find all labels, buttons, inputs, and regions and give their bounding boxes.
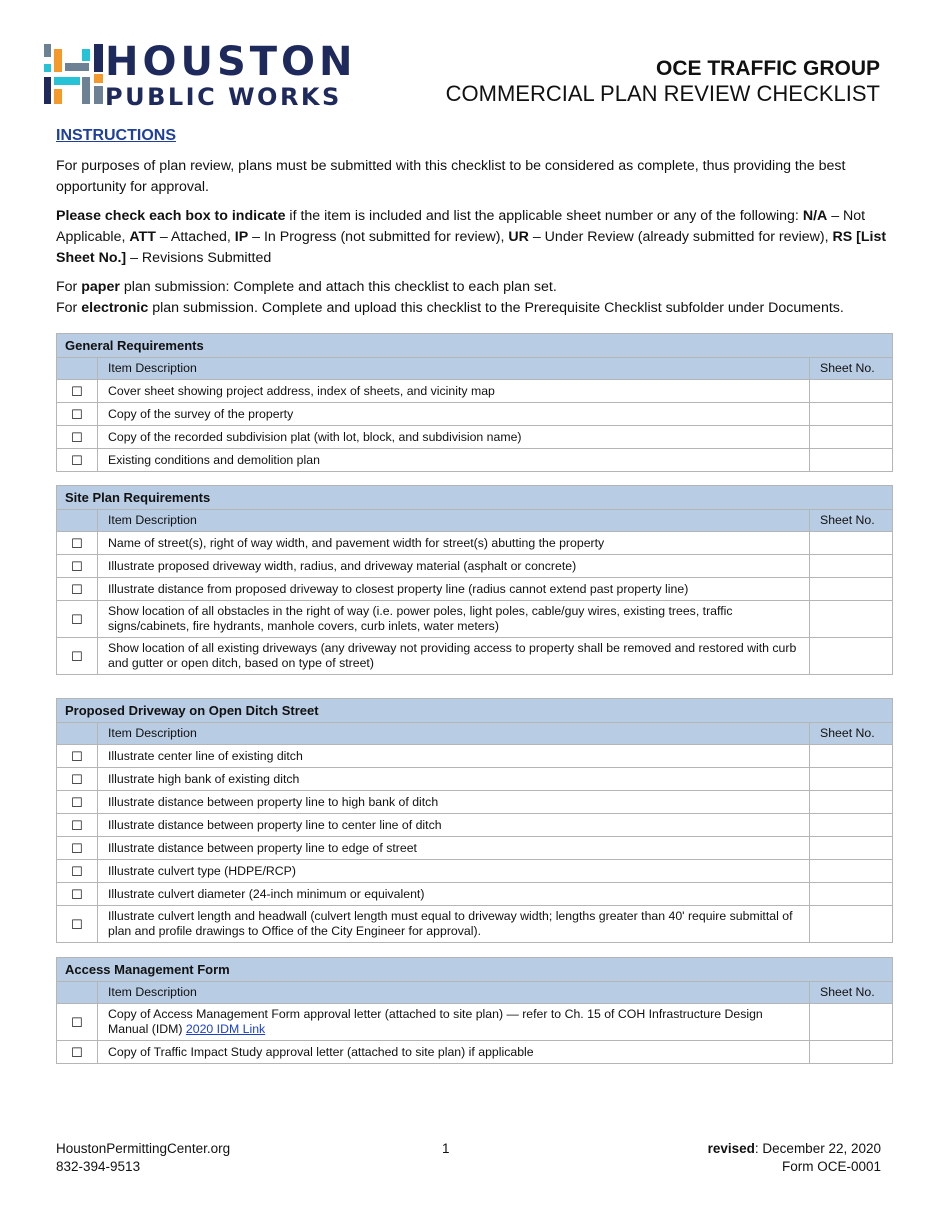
- header-sheet: Sheet No.: [810, 510, 893, 532]
- header-check: [57, 358, 98, 380]
- text-run: – Attached,: [155, 229, 235, 245]
- text-run: – Under Review (already submitted for review),: [528, 229, 833, 245]
- table-row: [57, 403, 893, 426]
- table-row: [57, 791, 893, 814]
- logo-text: [105, 40, 357, 110]
- instructions-heading: INSTRUCTIONS: [56, 127, 176, 144]
- table-row: [57, 555, 893, 578]
- footer-revision: [708, 1140, 881, 1176]
- sheet-number-field[interactable]: [810, 837, 893, 860]
- table-row: [57, 883, 893, 906]
- checkbox[interactable]: ☐: [57, 883, 98, 906]
- header-description: Item Description: [98, 723, 810, 745]
- table-row: [57, 745, 893, 768]
- checkbox[interactable]: ☐: [57, 403, 98, 426]
- item-description: Illustrate culvert length and headwall (culvert length must equal to driveway width; lengths greater than 40' require submittal of plan and profile drawings to Office of the City Engineer for approval).: [98, 906, 810, 943]
- item-description: Illustrate center line of existing ditch: [98, 745, 810, 768]
- table-row: [57, 906, 893, 943]
- checkbox[interactable]: ☐: [57, 449, 98, 472]
- checkbox[interactable]: ☐: [57, 532, 98, 555]
- text-run: ATT: [129, 229, 156, 245]
- header-sheet: Sheet No.: [810, 358, 893, 380]
- sheet-number-field[interactable]: [810, 426, 893, 449]
- checklist-table: [56, 957, 893, 1064]
- item-description: Illustrate distance between property line to edge of street: [98, 837, 810, 860]
- checkbox[interactable]: ☐: [57, 768, 98, 791]
- sheet-number-field[interactable]: [810, 745, 893, 768]
- sheet-number-field[interactable]: [810, 906, 893, 943]
- sheet-number-field[interactable]: [810, 380, 893, 403]
- item-description: Name of street(s), right of way width, and pavement width for street(s) abutting the property: [98, 532, 810, 555]
- sheet-number-field[interactable]: [810, 601, 893, 638]
- checkbox[interactable]: ☐: [57, 814, 98, 837]
- checklist-table: [56, 485, 893, 675]
- instructions-paragraph-2: [56, 206, 896, 269]
- text-run: For: [56, 300, 82, 316]
- sheet-number-field[interactable]: [810, 1041, 893, 1064]
- footer-phone: 832-394-9513: [56, 1159, 141, 1174]
- logo-line1: HOUSTON: [105, 39, 357, 85]
- table-row: [57, 601, 893, 638]
- checkbox[interactable]: ☐: [57, 906, 98, 943]
- text-run: plan submission: Complete and attach this checklist to each plan set.: [119, 279, 557, 295]
- header-sheet: Sheet No.: [810, 723, 893, 745]
- text-run: RS [List Sheet No.]: [56, 229, 887, 266]
- checkbox[interactable]: ☐: [57, 601, 98, 638]
- sheet-number-field[interactable]: [810, 814, 893, 837]
- sheet-number-field[interactable]: [810, 883, 893, 906]
- text-run: electronic: [81, 300, 149, 316]
- table-row: [57, 578, 893, 601]
- instructions-paragraph-1: For purposes of plan review, plans must be submitted with this checklist to be considered as complete, thus providing the best opportunity for approval.: [56, 158, 846, 195]
- item-description: Illustrate distance from proposed driveway to closest property line (radius cannot extend past property line): [98, 578, 810, 601]
- section-title: Access Management Form: [57, 958, 893, 982]
- header-description: Item Description: [98, 982, 810, 1004]
- header-description: Item Description: [98, 510, 810, 532]
- item-description: Show location of all obstacles in the right of way (i.e. power poles, light poles, cable/guy wires, existing trees, traffic signs/cabinets, fire hydrants, manhole covers, curb inlets, water meters): [98, 601, 810, 638]
- table-row: [57, 860, 893, 883]
- checkbox[interactable]: ☐: [57, 1004, 98, 1041]
- sheet-number-field[interactable]: [810, 791, 893, 814]
- section-title: Site Plan Requirements: [57, 486, 893, 510]
- checkbox[interactable]: ☐: [57, 860, 98, 883]
- checklist-table: [56, 333, 893, 472]
- page-number: 1: [442, 1141, 450, 1156]
- text-run: – Not Applicable,: [56, 208, 866, 245]
- text-run: – In Progress (not submitted for review),: [248, 229, 509, 245]
- sheet-number-field[interactable]: [810, 532, 893, 555]
- text-run: paper: [81, 279, 120, 295]
- checkbox[interactable]: ☐: [57, 426, 98, 449]
- item-description: Existing conditions and demolition plan: [98, 449, 810, 472]
- item-description: Illustrate distance between property line to high bank of ditch: [98, 791, 810, 814]
- item-description: Illustrate distance between property line to center line of ditch: [98, 814, 810, 837]
- section-title: Proposed Driveway on Open Ditch Street: [57, 699, 893, 723]
- table-row: [57, 449, 893, 472]
- item-description: Illustrate proposed driveway width, radius, and driveway material (asphalt or concrete): [98, 555, 810, 578]
- item-description: Show location of all existing driveways (any driveway not providing access to property shall be removed and restored with curb and gutter or open ditch, based on type of street): [98, 638, 810, 675]
- header-description: Item Description: [98, 358, 810, 380]
- checkbox[interactable]: ☐: [57, 578, 98, 601]
- header-check: [57, 723, 98, 745]
- revised-label: revised: [707, 1141, 755, 1156]
- revised-date: : December 22, 2020: [754, 1141, 881, 1156]
- text-run: For: [56, 279, 82, 295]
- checklist-table: [56, 698, 893, 943]
- table-row: [57, 768, 893, 791]
- table-row: [57, 837, 893, 860]
- checkbox[interactable]: ☐: [57, 380, 98, 403]
- footer-contact: [56, 1140, 230, 1176]
- checklist-title: COMMERCIAL PLAN REVIEW CHECKLIST: [445, 81, 880, 106]
- header-check: [57, 510, 98, 532]
- table-row: [57, 1041, 893, 1064]
- item-description: Copy of the survey of the property: [98, 403, 810, 426]
- item-description: Illustrate culvert type (HDPE/RCP): [98, 860, 810, 883]
- sheet-number-field[interactable]: [810, 578, 893, 601]
- item-description: Copy of Access Management Form approval letter (attached to site plan) — refer to Ch. 15 of COH Infrastructure Design Manual (IDM) 2020 IDM Link: [98, 1004, 810, 1041]
- checkbox[interactable]: ☐: [57, 638, 98, 675]
- idm-link[interactable]: 2020 IDM Link: [185, 1022, 266, 1036]
- item-description: Copy of Traffic Impact Study approval letter (attached to site plan) if applicable: [98, 1041, 810, 1064]
- checkbox[interactable]: ☐: [57, 1041, 98, 1064]
- checkbox[interactable]: ☐: [57, 837, 98, 860]
- table-row: [57, 426, 893, 449]
- instructions-paragraph-4: [56, 298, 896, 319]
- text-run: – Revisions Submitted: [126, 250, 272, 266]
- item-description: Illustrate culvert diameter (24-inch minimum or equivalent): [98, 883, 810, 906]
- text-run: N/A: [802, 208, 828, 224]
- checkbox[interactable]: ☐: [57, 555, 98, 578]
- item-description: Cover sheet showing project address, index of sheets, and vicinity map: [98, 380, 810, 403]
- sheet-number-field[interactable]: [810, 638, 893, 675]
- text-run: plan submission. Complete and upload this checklist to the Prerequisite Checklist subfolder under Documents.: [148, 300, 844, 316]
- sheet-number-field[interactable]: [810, 768, 893, 791]
- sheet-number-field[interactable]: [810, 860, 893, 883]
- checkbox[interactable]: ☐: [57, 745, 98, 768]
- document-title: [446, 57, 880, 107]
- table-row: [57, 638, 893, 675]
- section-title: General Requirements: [57, 334, 893, 358]
- header-check: [57, 982, 98, 1004]
- sheet-number-field[interactable]: [810, 1004, 893, 1041]
- group-name: OCE TRAFFIC GROUP: [656, 57, 880, 80]
- table-row: [57, 380, 893, 403]
- text-run: Please check each box to indicate: [56, 208, 286, 224]
- item-description: Illustrate high bank of existing ditch: [98, 768, 810, 791]
- sheet-number-field[interactable]: [810, 555, 893, 578]
- form-number: Form OCE-0001: [781, 1159, 881, 1174]
- table-row: [57, 532, 893, 555]
- sheet-number-field[interactable]: [810, 403, 893, 426]
- text-run: UR: [508, 229, 529, 245]
- table-row: [57, 1004, 893, 1041]
- footer-website[interactable]: HoustonPermittingCenter.org: [56, 1141, 231, 1156]
- text-run: if the item is included and list the applicable sheet number or any of the following:: [285, 208, 803, 224]
- houston-logo-mark: [44, 44, 106, 106]
- logo-line2: PUBLIC WORKS: [105, 83, 342, 111]
- item-description: Copy of the recorded subdivision plat (with lot, block, and subdivision name): [98, 426, 810, 449]
- instructions-paragraph-3: [56, 277, 896, 298]
- text-run: IP: [234, 229, 249, 245]
- table-row: [57, 814, 893, 837]
- sheet-number-field[interactable]: [810, 449, 893, 472]
- checkbox[interactable]: ☐: [57, 791, 98, 814]
- header-sheet: Sheet No.: [810, 982, 893, 1004]
